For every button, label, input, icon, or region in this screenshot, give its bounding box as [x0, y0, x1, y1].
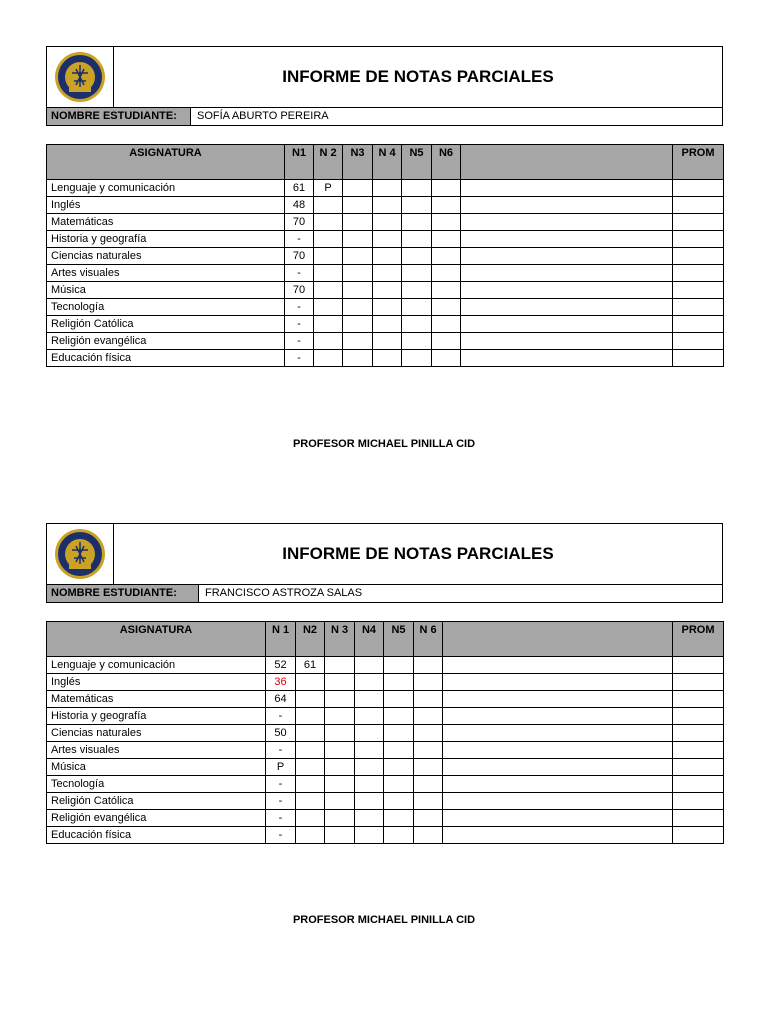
subject-cell: Inglés [47, 674, 266, 691]
report-title: INFORME DE NOTAS PARCIALES [282, 544, 554, 563]
grade-cell [325, 776, 355, 793]
grade-cell [355, 793, 384, 810]
grade-cell: - [266, 776, 296, 793]
table-row [47, 708, 724, 725]
grade-cell [325, 742, 355, 759]
table-row [47, 657, 724, 674]
grade-cell: - [266, 827, 296, 844]
column-header [443, 622, 673, 657]
grade-cell: - [266, 742, 296, 759]
subject-cell: Historia y geografía [47, 708, 266, 725]
grade-cell: 48 [285, 197, 314, 214]
subject-cell: Matemáticas [47, 214, 285, 231]
table-row [47, 776, 724, 793]
grade-cell [314, 350, 343, 367]
column-header: N1 [285, 145, 314, 180]
grade-cell [384, 810, 414, 827]
grade-cell [402, 316, 432, 333]
grade-cell [673, 810, 724, 827]
subject-cell: Música [47, 759, 266, 776]
subject-cell: Educación física [47, 350, 285, 367]
grade-cell [343, 316, 373, 333]
grade-cell [314, 333, 343, 350]
grade-cell [443, 827, 673, 844]
grade-cell [355, 810, 384, 827]
grade-cell [402, 214, 432, 231]
grade-cell [673, 265, 724, 282]
subject-cell: Religión evangélica [47, 810, 266, 827]
grade-cell [325, 674, 355, 691]
grade-cell [325, 708, 355, 725]
subject-cell: Historia y geografía [47, 231, 285, 248]
table-row [47, 742, 724, 759]
table-row [47, 759, 724, 776]
table-row [47, 299, 724, 316]
grade-cell [402, 333, 432, 350]
table-row [47, 214, 724, 231]
grade-cell [414, 657, 443, 674]
grade-cell: - [266, 810, 296, 827]
grade-cell [373, 180, 402, 197]
grade-cell [432, 316, 461, 333]
grade-cell [673, 214, 724, 231]
grade-cell [414, 810, 443, 827]
grade-cell [673, 299, 724, 316]
student-name-row [46, 585, 723, 603]
grade-cell [373, 231, 402, 248]
grade-cell [673, 691, 724, 708]
grade-cell [402, 282, 432, 299]
grades-table [46, 144, 724, 367]
column-header: N 2 [314, 145, 343, 180]
table-row [47, 265, 724, 282]
grade-cell: 70 [285, 282, 314, 299]
grade-cell: P [266, 759, 296, 776]
grade-cell [325, 657, 355, 674]
subject-cell: Religión Católica [47, 316, 285, 333]
subject-cell: Religión evangélica [47, 333, 285, 350]
grade-cell [673, 674, 724, 691]
grade-cell [373, 214, 402, 231]
grade-cell [673, 197, 724, 214]
grade-cell [461, 282, 673, 299]
student-name-value: FRANCISCO ASTROZA SALAS [205, 587, 363, 599]
grade-cell [355, 708, 384, 725]
grade-cell [461, 231, 673, 248]
grade-cell [443, 657, 673, 674]
table-row [47, 674, 724, 691]
grade-cell [673, 776, 724, 793]
grade-cell [673, 759, 724, 776]
grade-cell [384, 708, 414, 725]
grade-cell: - [285, 231, 314, 248]
grade-cell [314, 282, 343, 299]
grade-cell [325, 759, 355, 776]
report-header [46, 46, 723, 108]
school-logo [47, 47, 114, 107]
grade-cell: 61 [285, 180, 314, 197]
grade-cell [355, 776, 384, 793]
grade-cell [443, 674, 673, 691]
grade-cell [296, 725, 325, 742]
grade-cell [325, 691, 355, 708]
grade-cell [373, 333, 402, 350]
grade-cell [461, 248, 673, 265]
grade-cell [461, 299, 673, 316]
grade-cell [443, 776, 673, 793]
subject-cell: Artes visuales [47, 742, 266, 759]
grade-cell [296, 810, 325, 827]
grade-cell [296, 793, 325, 810]
student-name-label: NOMBRE ESTUDIANTE: [47, 585, 199, 602]
grade-cell [414, 725, 443, 742]
grade-cell [402, 231, 432, 248]
grade-cell [373, 350, 402, 367]
grade-cell [325, 827, 355, 844]
grade-cell [432, 231, 461, 248]
grade-cell [355, 725, 384, 742]
subject-cell: Religión Católica [47, 793, 266, 810]
column-header: N 6 [414, 622, 443, 657]
grade-cell [373, 197, 402, 214]
grade-cell [402, 350, 432, 367]
grade-cell [461, 265, 673, 282]
grade-cell: - [285, 316, 314, 333]
report-header [46, 523, 723, 585]
grade-cell [325, 793, 355, 810]
table-row [47, 333, 724, 350]
school-logo [47, 524, 114, 584]
grade-cell [355, 657, 384, 674]
grade-cell [673, 333, 724, 350]
column-header: N5 [402, 145, 432, 180]
grade-cell [402, 197, 432, 214]
grade-cell [414, 827, 443, 844]
grade-cell [343, 197, 373, 214]
grade-cell [355, 827, 384, 844]
grade-cell [673, 231, 724, 248]
grade-cell [296, 827, 325, 844]
grade-cell [414, 708, 443, 725]
grade-cell [373, 265, 402, 282]
grade-cell [314, 316, 343, 333]
grade-cell [432, 248, 461, 265]
grade-cell [343, 214, 373, 231]
grade-cell: 70 [285, 248, 314, 265]
grade-cell [296, 776, 325, 793]
grade-cell [402, 248, 432, 265]
grade-cell [461, 316, 673, 333]
grade-cell [314, 197, 343, 214]
grade-cell [461, 214, 673, 231]
grade-cell [314, 299, 343, 316]
grade-cell [432, 180, 461, 197]
column-header-subject: ASIGNATURA [47, 145, 285, 180]
subject-cell: Ciencias naturales [47, 248, 285, 265]
grade-cell: - [266, 708, 296, 725]
table-row [47, 282, 724, 299]
grade-cell [343, 231, 373, 248]
grade-cell [414, 793, 443, 810]
column-header: N6 [432, 145, 461, 180]
grade-cell [373, 299, 402, 316]
column-header: N2 [296, 622, 325, 657]
grade-cell [673, 742, 724, 759]
grade-cell [373, 248, 402, 265]
column-header: PROM [673, 145, 724, 180]
column-header [461, 145, 673, 180]
grade-cell [296, 708, 325, 725]
grade-cell [443, 759, 673, 776]
grade-cell [355, 742, 384, 759]
student-name-label: NOMBRE ESTUDIANTE: [47, 108, 191, 125]
grade-cell [461, 180, 673, 197]
column-header: N5 [384, 622, 414, 657]
grade-cell [325, 810, 355, 827]
subject-cell: Tecnología [47, 299, 285, 316]
column-header: N 1 [266, 622, 296, 657]
grade-cell [673, 180, 724, 197]
grade-cell [443, 810, 673, 827]
grade-cell [432, 350, 461, 367]
grade-cell [355, 674, 384, 691]
subject-cell: Tecnología [47, 776, 266, 793]
grade-cell: 52 [266, 657, 296, 674]
grade-cell [673, 248, 724, 265]
column-header: N 4 [373, 145, 402, 180]
grade-cell [432, 299, 461, 316]
grade-cell [461, 197, 673, 214]
table-row [47, 248, 724, 265]
school-crest-icon [54, 51, 106, 103]
subject-cell: Artes visuales [47, 265, 285, 282]
table-row [47, 691, 724, 708]
school-crest-icon [54, 528, 106, 580]
grade-cell [432, 282, 461, 299]
subject-cell: Lenguaje y comunicación [47, 657, 266, 674]
grade-cell [314, 214, 343, 231]
grade-cell [384, 725, 414, 742]
grade-cell [402, 180, 432, 197]
grade-cell [373, 282, 402, 299]
grade-cell [343, 282, 373, 299]
grade-cell: P [314, 180, 343, 197]
grade-cell [443, 691, 673, 708]
grade-cell [343, 333, 373, 350]
table-row [47, 197, 724, 214]
grade-cell [432, 214, 461, 231]
grade-cell [325, 725, 355, 742]
grade-cell [384, 793, 414, 810]
grade-cell: - [266, 793, 296, 810]
report-title: INFORME DE NOTAS PARCIALES [282, 67, 554, 86]
grade-cell [673, 350, 724, 367]
column-header: PROM [673, 622, 724, 657]
subject-cell: Lenguaje y comunicación [47, 180, 285, 197]
grade-cell [343, 350, 373, 367]
grade-cell [373, 316, 402, 333]
grade-cell: 70 [285, 214, 314, 231]
grade-cell [414, 759, 443, 776]
grade-cell [443, 793, 673, 810]
grade-cell [384, 759, 414, 776]
table-row [47, 827, 724, 844]
grade-cell [384, 776, 414, 793]
grade-cell [673, 793, 724, 810]
grade-cell [673, 657, 724, 674]
grade-cell [296, 759, 325, 776]
teacher-name: PROFESOR MICHAEL PINILLA CID [292, 438, 476, 450]
grade-cell [414, 674, 443, 691]
table-row [47, 350, 724, 367]
grade-cell [461, 350, 673, 367]
grade-cell [314, 231, 343, 248]
grade-cell [414, 742, 443, 759]
column-header: N3 [343, 145, 373, 180]
grade-cell [443, 742, 673, 759]
grade-cell [673, 316, 724, 333]
grades-table [46, 621, 724, 844]
grade-cell: 61 [296, 657, 325, 674]
grade-cell [432, 265, 461, 282]
subject-cell: Música [47, 282, 285, 299]
report-card-1 [46, 46, 723, 367]
table-row [47, 810, 724, 827]
grade-cell: - [285, 265, 314, 282]
grade-cell [384, 674, 414, 691]
grade-cell: - [285, 299, 314, 316]
grade-cell [673, 708, 724, 725]
grade-cell [343, 265, 373, 282]
student-name-value: SOFÍA ABURTO PEREIRA [197, 110, 329, 122]
table-row [47, 180, 724, 197]
grade-cell [314, 248, 343, 265]
grade-cell [414, 776, 443, 793]
table-row [47, 231, 724, 248]
grade-cell: 64 [266, 691, 296, 708]
table-row [47, 725, 724, 742]
grade-cell [673, 282, 724, 299]
grade-cell [443, 708, 673, 725]
grade-cell [296, 674, 325, 691]
grade-cell [355, 759, 384, 776]
column-header: N 3 [325, 622, 355, 657]
subject-cell: Matemáticas [47, 691, 266, 708]
table-row [47, 793, 724, 810]
grade-cell [443, 725, 673, 742]
subject-cell: Educación física [47, 827, 266, 844]
grade-cell [414, 691, 443, 708]
grade-cell [384, 827, 414, 844]
grade-cell [384, 691, 414, 708]
grade-cell [384, 742, 414, 759]
column-header-subject: ASIGNATURA [47, 622, 266, 657]
student-name-row [46, 108, 723, 126]
teacher-name: PROFESOR MICHAEL PINILLA CID [292, 914, 476, 926]
grade-cell [432, 197, 461, 214]
grade-cell [355, 691, 384, 708]
grade-cell [296, 691, 325, 708]
grade-cell [673, 827, 724, 844]
grade-cell: - [285, 350, 314, 367]
subject-cell: Inglés [47, 197, 285, 214]
table-row [47, 316, 724, 333]
grade-cell [402, 299, 432, 316]
grade-cell [343, 180, 373, 197]
grade-cell: 50 [266, 725, 296, 742]
grade-cell [673, 725, 724, 742]
grade-cell [432, 333, 461, 350]
grade-cell [343, 248, 373, 265]
grade-cell [384, 657, 414, 674]
grade-cell: 36 [266, 674, 296, 691]
grade-cell [296, 742, 325, 759]
grade-cell [461, 333, 673, 350]
grade-cell [314, 265, 343, 282]
grade-cell: - [285, 333, 314, 350]
grade-cell [343, 299, 373, 316]
subject-cell: Ciencias naturales [47, 725, 266, 742]
report-card-2 [46, 523, 723, 844]
grade-cell [402, 265, 432, 282]
column-header: N4 [355, 622, 384, 657]
